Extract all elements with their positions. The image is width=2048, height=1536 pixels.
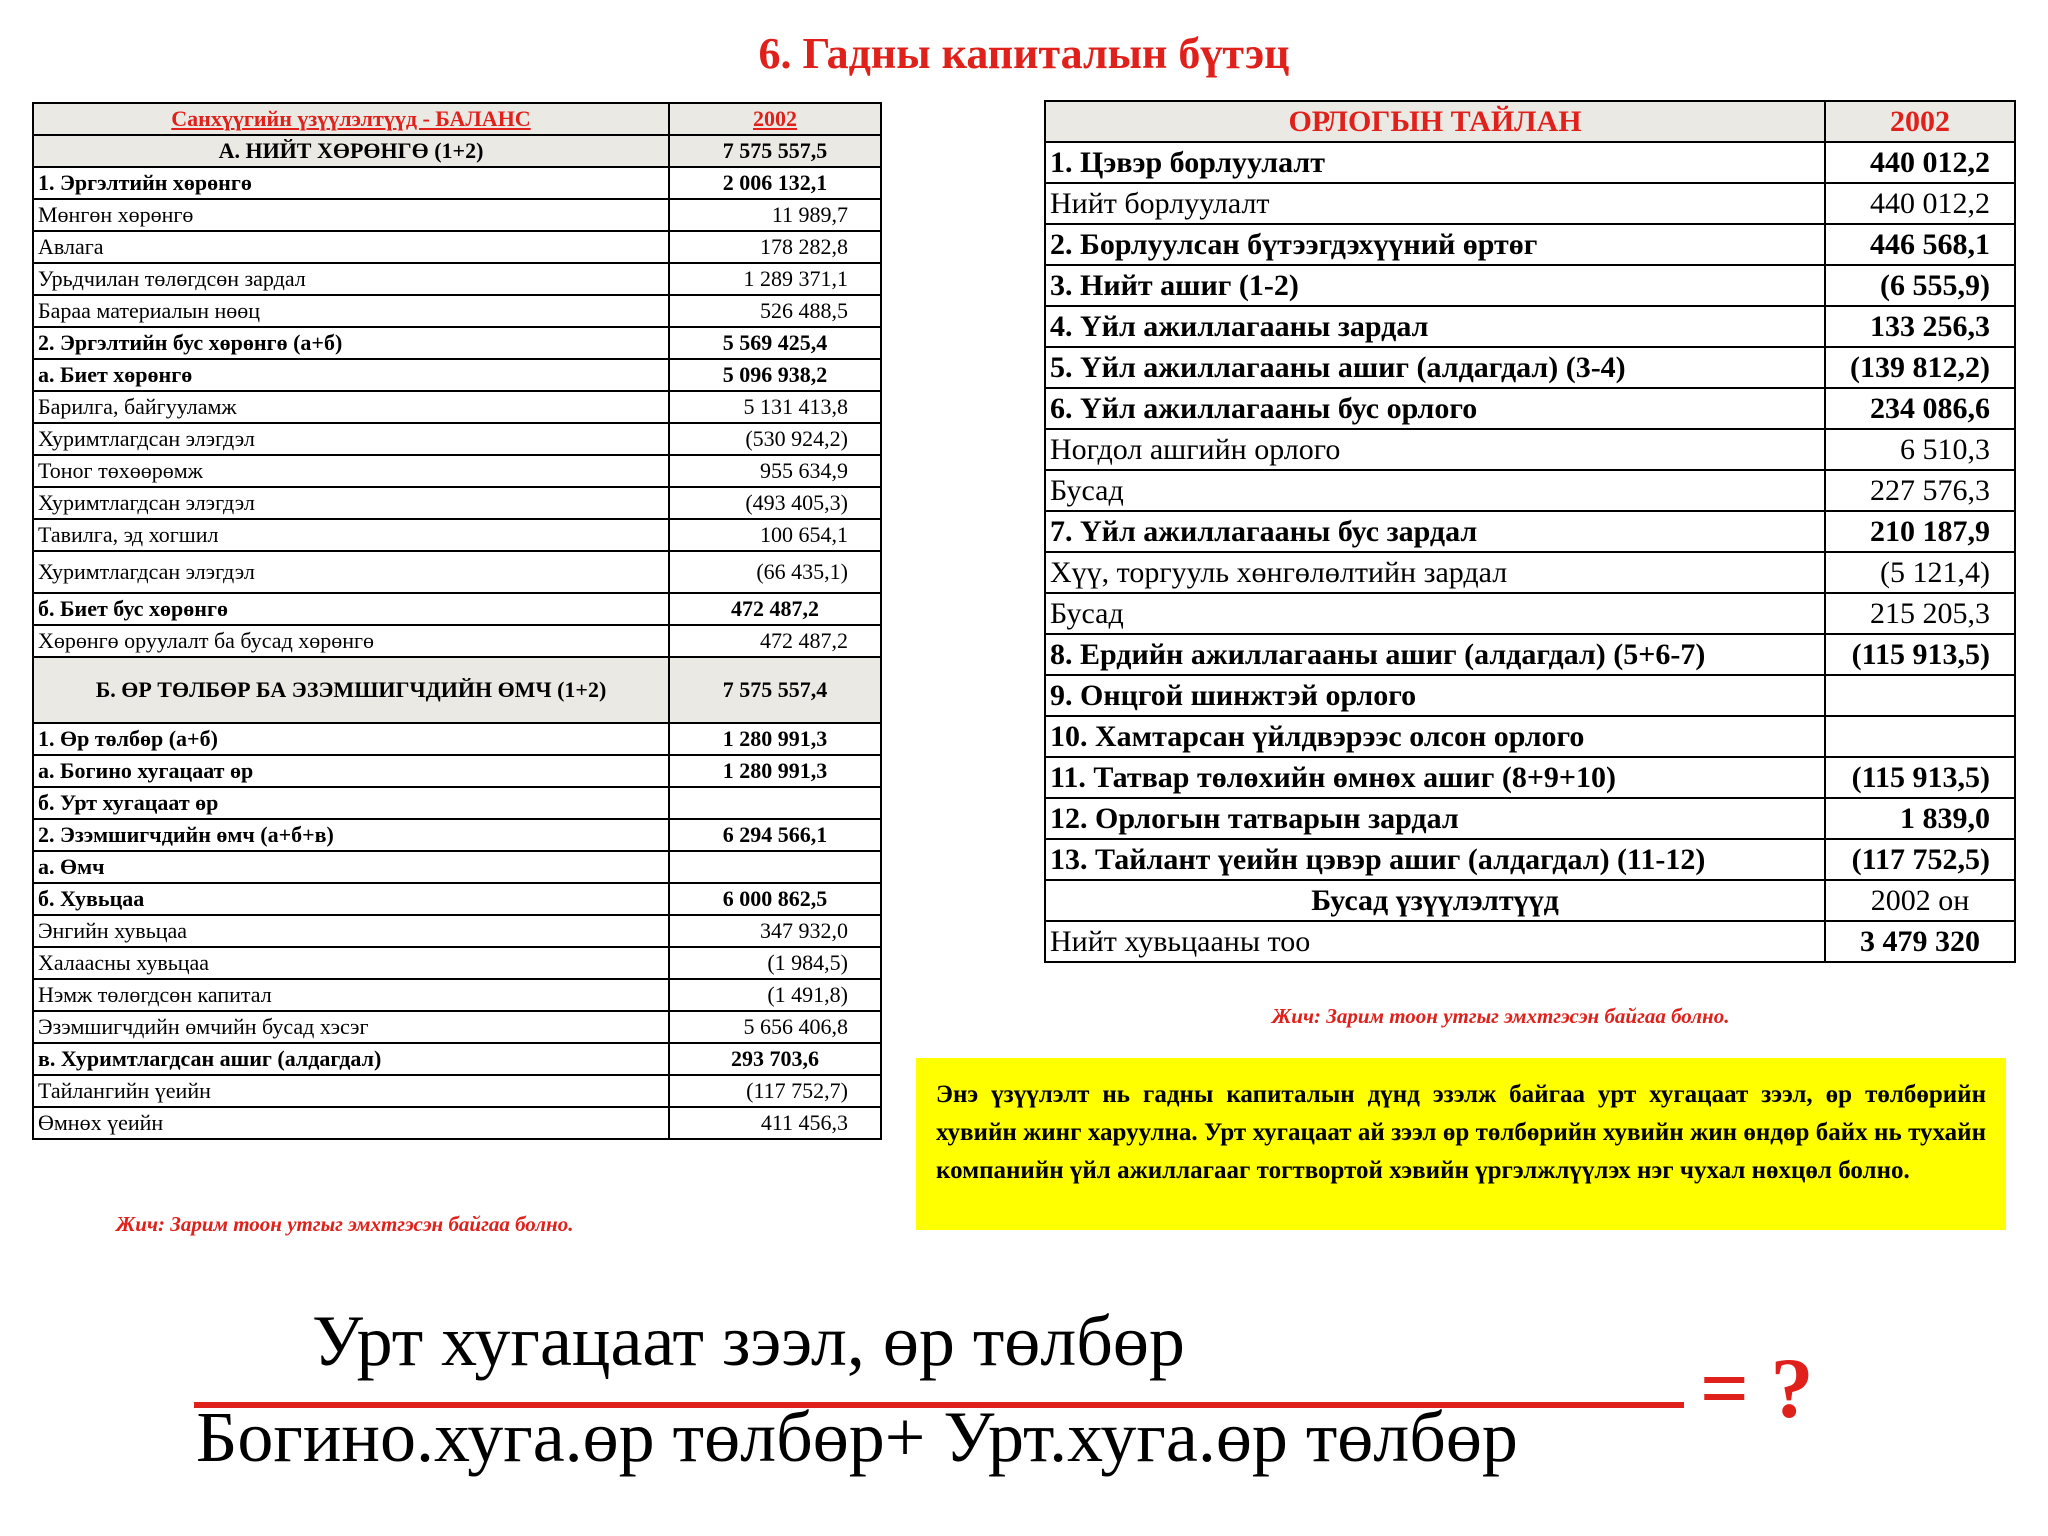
balance-row-value: 2 006 132,1 [669, 167, 881, 199]
balance-row-value: 1 280 991,3 [669, 723, 881, 755]
balance-row-value [669, 851, 881, 883]
balance-row-label: Хуримтлагдсан элэгдэл [33, 551, 669, 593]
balance-row-value: 1 289 371,1 [669, 263, 881, 295]
balance-row [33, 755, 881, 787]
balance-row-value: 7 575 557,5 [669, 135, 881, 167]
balance-row-label: Урьдчилан төлөгдсөн зардал [33, 263, 669, 295]
balance-row-label: Тавилга, эд хогшил [33, 519, 669, 551]
income-row [1045, 347, 2015, 388]
balance-row-value: 472 487,2 [669, 593, 881, 625]
balance-row-label: Авлага [33, 231, 669, 263]
income-row-value: 446 568,1 [1825, 224, 2015, 265]
income-row-value: 1 839,0 [1825, 798, 2015, 839]
income-note: Жич: Зарим тоон утгыг эмхтгэсэн байгаа болно. [1272, 1004, 1730, 1028]
balance-row-label: 1. Эргэлтийн хөрөнгө [33, 167, 669, 199]
income-row [1045, 388, 2015, 429]
income-row [1045, 921, 2015, 962]
balance-row-value [669, 787, 881, 819]
income-row-label: Ногдол ашгийн орлого [1045, 429, 1825, 470]
income-row-value: (6 555,9) [1825, 265, 2015, 306]
balance-note: Жич: Зарим тоон утгыг эмхтгэсэн байгаа болно. [116, 1212, 574, 1236]
income-row-label: Бусад [1045, 470, 1825, 511]
income-row-value: 210 187,9 [1825, 511, 2015, 552]
income-row [1045, 224, 2015, 265]
income-row-label: Хүү, торгууль хөнгөлөлтийн зардал [1045, 552, 1825, 593]
income-row-label: Бусад [1045, 593, 1825, 634]
balance-row-value: 178 282,8 [669, 231, 881, 263]
balance-row [33, 915, 881, 947]
balance-row-label: Тоног төхөөрөмж [33, 455, 669, 487]
balance-row-label: Эзэмшигчдийн өмчийн бусад хэсэг [33, 1011, 669, 1043]
balance-row-label: Хуримтлагдсан элэгдэл [33, 487, 669, 519]
balance-header-row [33, 103, 881, 135]
balance-row [33, 455, 881, 487]
income-row-label: 2. Борлуулсан бүтээгдэхүүний өртөг [1045, 224, 1825, 265]
balance-row-value: 6 294 566,1 [669, 819, 881, 851]
balance-row-label: Бараа материалын нөөц [33, 295, 669, 327]
balance-row [33, 295, 881, 327]
income-row-value: 215 205,3 [1825, 593, 2015, 634]
balance-row-value: 472 487,2 [669, 625, 881, 657]
balance-row [33, 487, 881, 519]
balance-row-value: (530 924,2) [669, 423, 881, 455]
income-row [1045, 798, 2015, 839]
formula-result: = ? [1700, 1340, 1814, 1436]
balance-row [33, 231, 881, 263]
balance-row-label: Халаасны хувьцаа [33, 947, 669, 979]
balance-row [33, 1043, 881, 1075]
explanation-box: Энэ үзүүлэлт нь гадны капиталын дүнд эзэлж байгаа урт хугацаат зээл, өр төлбөрийн хувийн жинг харуулна. Урт хугацаат ай зээл өр төлбөрийн хувийн жин өндөр байх нь тухайн компанийн үйл ажиллагааг тогтвортой хэвийн үргэлжлүүлэх нэг чухал нөхцөл болно. [916, 1058, 2006, 1230]
balance-row [33, 979, 881, 1011]
income-row [1045, 306, 2015, 347]
balance-row [33, 391, 881, 423]
balance-row [33, 327, 881, 359]
income-row-value: 440 012,2 [1825, 183, 2015, 224]
balance-row-label: Мөнгөн хөрөнгө [33, 199, 669, 231]
income-row-value: 440 012,2 [1825, 142, 2015, 183]
balance-row-label: Нэмж төлөгдсөн капитал [33, 979, 669, 1011]
balance-row-label: Энгийн хувьцаа [33, 915, 669, 947]
balance-row-label: А. НИЙТ ХӨРӨНГӨ (1+2) [33, 135, 669, 167]
income-row [1045, 511, 2015, 552]
income-row-label: 5. Үйл ажиллагааны ашиг (алдагдал) (3-4) [1045, 347, 1825, 388]
income-row-label: 10. Хамтарсан үйлдвэрээс олсон орлого [1045, 716, 1825, 757]
balance-row-value: 293 703,6 [669, 1043, 881, 1075]
balance-row-label: Хөрөнгө оруулалт ба бусад хөрөнгө [33, 625, 669, 657]
income-row [1045, 265, 2015, 306]
balance-row-label: Хуримтлагдсан элэгдэл [33, 423, 669, 455]
balance-row-label: Барилга, байгууламж [33, 391, 669, 423]
balance-row [33, 593, 881, 625]
balance-row-label: Өмнөх үеийн [33, 1107, 669, 1139]
balance-row-value: (1 984,5) [669, 947, 881, 979]
balance-row-value: 100 654,1 [669, 519, 881, 551]
balance-header-label: Санхүүгийн үзүүлэлтүүд - БАЛАНС [33, 103, 669, 135]
income-row-label: 12. Орлогын татварын зардал [1045, 798, 1825, 839]
balance-row-value: 955 634,9 [669, 455, 881, 487]
balance-row-label: а. Биет хөрөнгө [33, 359, 669, 391]
balance-row [33, 1011, 881, 1043]
income-header-year: 2002 [1825, 101, 2015, 142]
balance-row [33, 657, 881, 723]
income-row [1045, 593, 2015, 634]
balance-row [33, 423, 881, 455]
income-row [1045, 716, 2015, 757]
income-row-value: 227 576,3 [1825, 470, 2015, 511]
balance-table [32, 102, 882, 1140]
income-row-label: 6. Үйл ажиллагааны бус орлого [1045, 388, 1825, 429]
balance-row-label: 1. Өр төлбөр (а+б) [33, 723, 669, 755]
income-row-value: 2002 он [1825, 880, 2015, 921]
income-row-value: 133 256,3 [1825, 306, 2015, 347]
formula-denominator: Богино.хуга.өр төлбөр+ Урт.хуга.өр төлбөр [196, 1397, 1518, 1477]
balance-row-label: Б. ӨР ТӨЛБӨР БА ЭЗЭМШИГЧДИЙН ӨМЧ (1+2) [33, 657, 669, 723]
balance-row [33, 947, 881, 979]
income-row-value: 234 086,6 [1825, 388, 2015, 429]
balance-row-value: (493 405,3) [669, 487, 881, 519]
balance-row [33, 135, 881, 167]
balance-row-value: 11 989,7 [669, 199, 881, 231]
income-statement-table [1044, 100, 2016, 963]
income-header-row [1045, 101, 2015, 142]
balance-row-label: б. Хувьцаа [33, 883, 669, 915]
income-row-value: (117 752,5) [1825, 839, 2015, 880]
income-row-label: 8. Ердийн ажиллагааны ашиг (алдагдал) (5+6-7) [1045, 634, 1825, 675]
balance-row-value: 5 656 406,8 [669, 1011, 881, 1043]
balance-row [33, 787, 881, 819]
balance-row-label: б. Урт хугацаат өр [33, 787, 669, 819]
income-row [1045, 429, 2015, 470]
income-row [1045, 183, 2015, 224]
income-row-label: 4. Үйл ажиллагааны зардал [1045, 306, 1825, 347]
income-row [1045, 142, 2015, 183]
balance-row [33, 263, 881, 295]
slide-title: 6. Гадны капиталын бүтэц [758, 29, 1290, 78]
income-row-label: 7. Үйл ажиллагааны бус зардал [1045, 511, 1825, 552]
income-row-label: 9. Онцгой шинжтэй орлого [1045, 675, 1825, 716]
balance-row-value: 526 488,5 [669, 295, 881, 327]
balance-row-value: 411 456,3 [669, 1107, 881, 1139]
income-row [1045, 634, 2015, 675]
income-row-value: (115 913,5) [1825, 757, 2015, 798]
income-row [1045, 880, 2015, 921]
balance-row-label: 2. Эргэлтийн бус хөрөнгө (а+б) [33, 327, 669, 359]
balance-row-label: Тайлангийн үеийн [33, 1075, 669, 1107]
balance-row-value: 347 932,0 [669, 915, 881, 947]
income-header-label: ОРЛОГЫН ТАЙЛАН [1045, 101, 1825, 142]
balance-row-label: а. Өмч [33, 851, 669, 883]
balance-row [33, 819, 881, 851]
balance-row-value: 1 280 991,3 [669, 755, 881, 787]
income-row [1045, 757, 2015, 798]
balance-row-value: 6 000 862,5 [669, 883, 881, 915]
balance-header-year: 2002 [669, 103, 881, 135]
balance-row-value: (1 491,8) [669, 979, 881, 1011]
balance-row-value: (117 752,7) [669, 1075, 881, 1107]
balance-row [33, 1107, 881, 1139]
income-row-value [1825, 675, 2015, 716]
income-row [1045, 552, 2015, 593]
income-row-label: Нийт хувьцааны тоо [1045, 921, 1825, 962]
income-row-label: 3. Нийт ашиг (1-2) [1045, 265, 1825, 306]
balance-row-value: (66 435,1) [669, 551, 881, 593]
income-row-value [1825, 716, 2015, 757]
formula-numerator: Урт хугацаат зээл, өр төлбөр [312, 1301, 1185, 1381]
balance-row-value: 5 131 413,8 [669, 391, 881, 423]
income-row-value: (115 913,5) [1825, 634, 2015, 675]
income-row [1045, 675, 2015, 716]
income-row-label: 13. Тайлант үеийн цэвэр ашиг (алдагдал) (11-12) [1045, 839, 1825, 880]
balance-row [33, 851, 881, 883]
income-row-label: Нийт борлуулалт [1045, 183, 1825, 224]
balance-row [33, 723, 881, 755]
income-row-value: 6 510,3 [1825, 429, 2015, 470]
income-row-value: (139 812,2) [1825, 347, 2015, 388]
balance-row-value: 5 096 938,2 [669, 359, 881, 391]
income-row-label: 11. Татвар төлөхийн өмнөх ашиг (8+9+10) [1045, 757, 1825, 798]
balance-row [33, 199, 881, 231]
income-row-label: 1. Цэвэр борлуулалт [1045, 142, 1825, 183]
balance-row [33, 167, 881, 199]
balance-row-value: 7 575 557,4 [669, 657, 881, 723]
balance-row [33, 625, 881, 657]
income-row-value: (5 121,4) [1825, 552, 2015, 593]
balance-row-label: в. Хуримтлагдсан ашиг (алдагдал) [33, 1043, 669, 1075]
balance-row [33, 519, 881, 551]
income-row-label: Бусад үзүүлэлтүүд [1045, 880, 1825, 921]
balance-row [33, 1075, 881, 1107]
balance-row-label: 2. Эзэмшигчдийн өмч (а+б+в) [33, 819, 669, 851]
income-row-value: 3 479 320 [1825, 921, 2015, 962]
balance-row-value: 5 569 425,4 [669, 327, 881, 359]
balance-row-label: а. Богино хугацаат өр [33, 755, 669, 787]
income-row [1045, 839, 2015, 880]
balance-row [33, 551, 881, 593]
balance-row [33, 883, 881, 915]
balance-row [33, 359, 881, 391]
balance-row-label: б. Биет бус хөрөнгө [33, 593, 669, 625]
income-row [1045, 470, 2015, 511]
